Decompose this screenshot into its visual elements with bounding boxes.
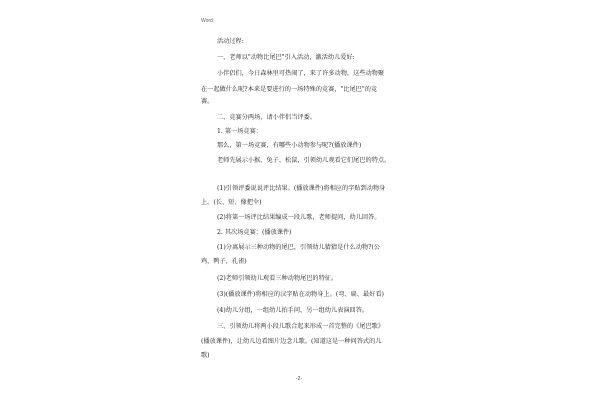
text-line: 鸡，鸭子，孔雀) xyxy=(201,258,247,265)
text-line: (4)幼儿分组，一组幼儿拍手问，另一组幼儿表演回答。 xyxy=(217,307,369,314)
page-number: -2- xyxy=(296,376,303,382)
text-line: (2)将第一场评比结果编成一段儿歌，老师提问，幼儿回答。 xyxy=(217,214,381,221)
text-line: (1)分离展示三种动物的尾巴，引领幼儿猜猜是什么动物?(公 xyxy=(217,244,380,251)
text-line: 在一起做什么呢?本来是要进行的一场特殊的竞赛，"比尾巴"的竞 xyxy=(201,86,378,93)
text-line: 小伴侣们，今日森林里可热闹了，来了许多动物，这些动物聚 xyxy=(217,70,385,77)
text-line: 老师先展示小猴、兔子、松鼠，引领幼儿观看它们尾巴的特点。 xyxy=(217,157,391,164)
text-line: (2)老师引领幼儿观看三种动物尾巴的特征。 xyxy=(217,275,338,282)
text-line: 那么，第一场竞赛，有哪些小动物参与呢?(播放课件) xyxy=(217,142,362,149)
text-line: 三、引领幼儿将两小段儿歌合起来形成一首完整的《尾巴歌》 xyxy=(217,323,385,330)
text-line: (3)(播放课件)将相应的汉字贴在动物身上。(弯、扁、最好看) xyxy=(217,291,384,298)
text-line: 活动过程: xyxy=(217,38,244,45)
text-line: (播放课件)，让幼儿边看图片边念儿歌。(知道这是一种问答式的儿 xyxy=(201,338,382,345)
text-line: 歌) xyxy=(201,352,210,359)
header-word-label: Word xyxy=(201,18,213,24)
text-line: 1. 第一场竞赛： xyxy=(217,128,262,135)
text-line: (1)引领评委说说评比结果。(播放课件)将相应的字贴到动物身 xyxy=(217,185,386,192)
text-line: 上。(长、短、像把伞) xyxy=(201,199,262,206)
text-line: 赛。 xyxy=(201,98,214,105)
text-line: 2. 其次场竞赛：(播放课件) xyxy=(217,229,292,236)
text-line: 一、老师以"动物比尾巴"引入活动，激活幼儿爱好: xyxy=(217,54,355,61)
text-line: 二、竞赛分两场，请小伴侣当评委。 xyxy=(217,114,316,121)
